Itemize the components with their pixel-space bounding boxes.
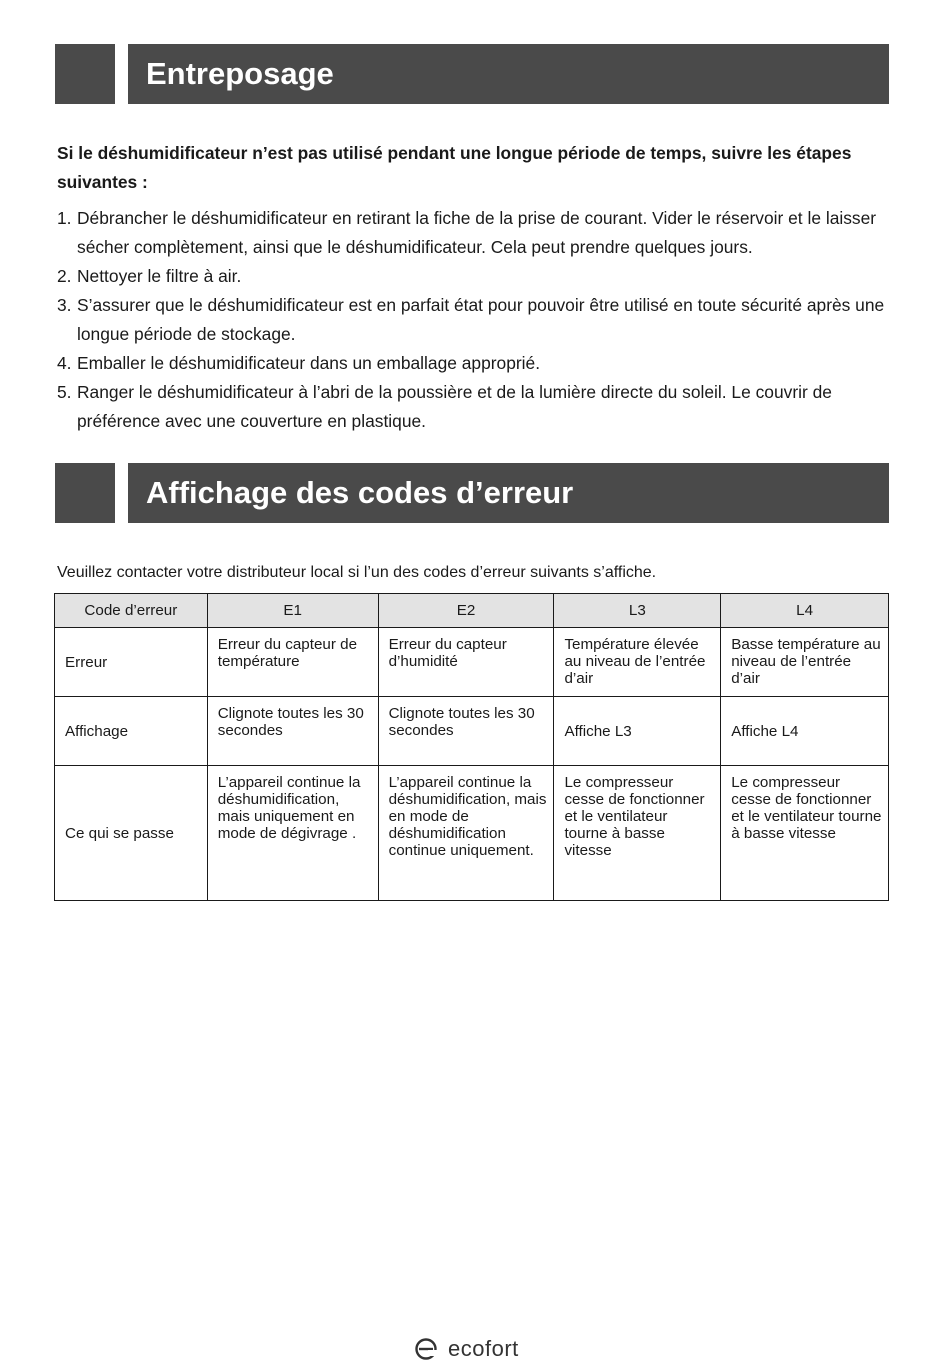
table-cell: L’appareil continue la déshumidification, mais uniquement en mode de dégivrage . (207, 766, 378, 901)
row-label: Erreur (55, 628, 208, 697)
row-label: Ce qui se passe (55, 766, 208, 901)
column-header: L4 (721, 594, 889, 628)
list-item: 2. Nettoyer le filtre à air. (57, 266, 242, 286)
error-codes-section-header (55, 463, 889, 523)
column-header: E1 (207, 594, 378, 628)
brand-logo (414, 1336, 519, 1362)
section-marker-block (55, 44, 115, 104)
list-item: 3. S’assurer que le déshumidificateur est en parfait état pour pouvoir être utilisé en toute sécurité après une longue période de stockage. (57, 295, 885, 344)
section-marker-block (55, 463, 115, 523)
list-item: 4. Emballer le déshumidificateur dans un emballage approprié. (57, 353, 541, 373)
error-codes-table (54, 593, 889, 901)
brand-name: ecofort (448, 1336, 519, 1361)
list-item: 5. Ranger le déshumidificateur à l’abri de la poussière et de la lumière directe du soleil. Le couvrir de préférence avec une couverture en plastique. (57, 382, 832, 431)
storage-section-header (55, 44, 889, 104)
table-cell: Clignote toutes les 30 secondes (207, 697, 378, 766)
table-cell: Basse température au niveau de l’entrée d’air (721, 628, 889, 697)
table-cell: Affiche L3 (554, 697, 721, 766)
table-cell: Le compresseur cesse de fonctionner et le ventilateur tourne à basse vitesse (554, 766, 721, 901)
error-codes-title: Affichage des codes d’erreur (128, 463, 889, 523)
table-cell: Affiche L4 (721, 697, 889, 766)
table-header-row (55, 594, 889, 628)
list-item: 1. Débrancher le déshumidificateur en retirant la fiche de la prise de courant. Vider le réservoir et le laisser sécher complètement, ainsi que le déshumidificateur. Cela peut prendre quelques jours. (57, 208, 877, 257)
table-cell: Erreur du capteur de température (207, 628, 378, 697)
table-cell: Clignote toutes les 30 secondes (378, 697, 554, 766)
table-cell: L’appareil continue la déshumidification, mais en mode de déshumidification continue uniquement. (378, 766, 554, 901)
storage-steps-list (57, 204, 907, 436)
table-row (55, 628, 889, 697)
table-cell: Erreur du capteur d’humidité (378, 628, 554, 697)
table-row (55, 697, 889, 766)
column-header: E2 (378, 594, 554, 628)
error-codes-intro: Veuillez contacter votre distributeur local si l’un des codes d’erreur suivants s’affiche. (57, 564, 657, 581)
row-label: Affichage (55, 697, 208, 766)
table-cell: Température élevée au niveau de l’entrée d’air (554, 628, 721, 697)
table-cell: Le compresseur cesse de fonctionner et le ventilateur tourne à basse vitesse (721, 766, 889, 901)
ecofort-logo-icon (414, 1337, 438, 1361)
storage-title: Entreposage (128, 44, 889, 104)
column-header: L3 (554, 594, 721, 628)
storage-intro: Si le déshumidificateur n’est pas utilisé pendant une longue période de temps, suivre les étapes suivantes : (57, 143, 852, 192)
column-header: Code d’erreur (55, 594, 208, 628)
table-row (55, 766, 889, 901)
